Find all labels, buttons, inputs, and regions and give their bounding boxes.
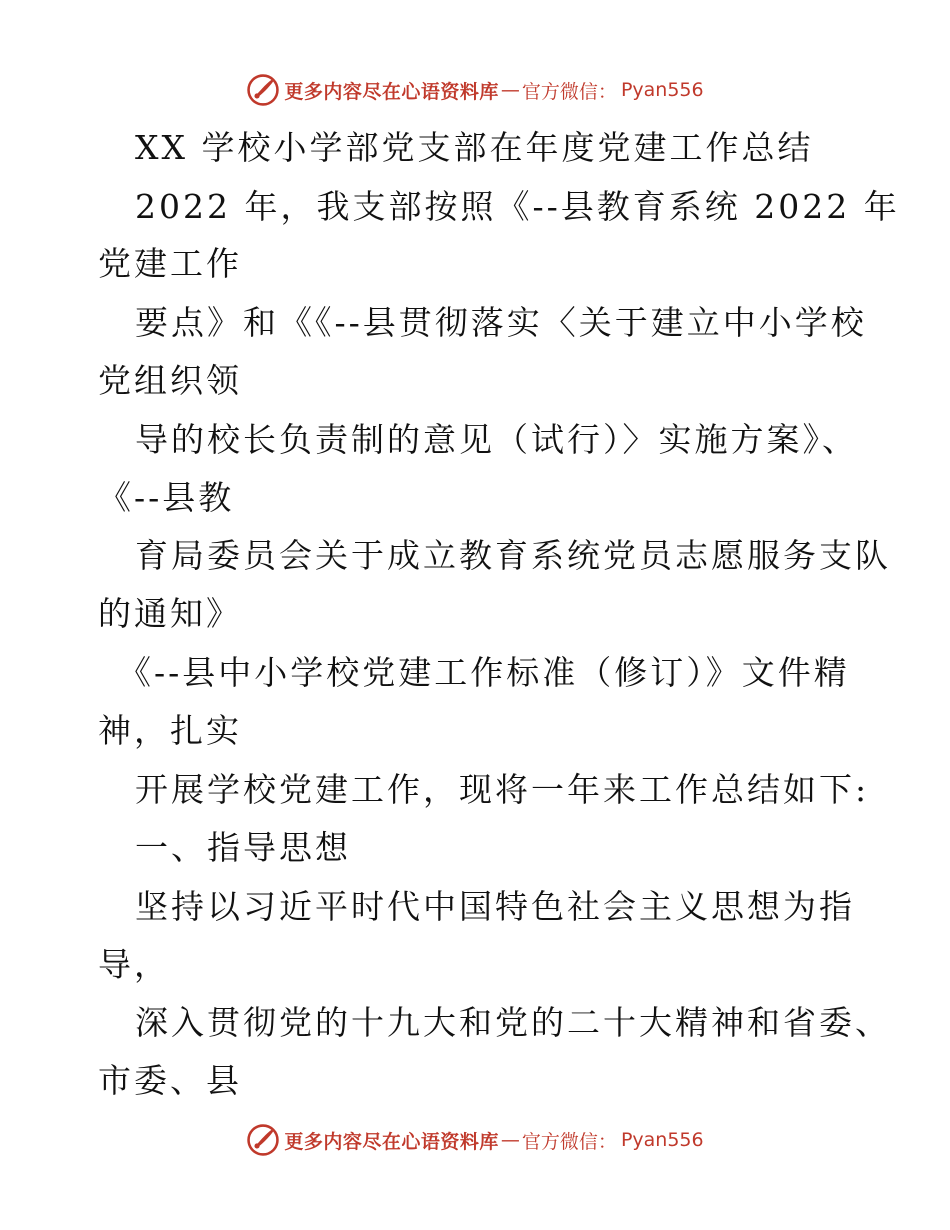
paragraph-line: 党建工作 [98, 244, 242, 283]
paragraph-line: 《--县教 [98, 478, 235, 517]
brush-pen-logo-icon [246, 1123, 280, 1157]
paragraph-line: 的通知》 [98, 594, 242, 633]
banner-wechat-id: Pyan556 [620, 1129, 704, 1151]
footer-banner [0, 1120, 950, 1160]
paragraph-line: 坚持以习近平时代中国特色社会主义思想为指 [135, 887, 855, 926]
paragraph-line: 要点》和《《--县贯彻落实〈关于建立中小学校 [135, 303, 867, 342]
banner-text: 更多内容尽在心语资料库 [284, 1130, 499, 1153]
paragraph-line: 开展学校党建工作，现将一年来工作总结如下: [135, 770, 870, 809]
banner-separator: — [500, 1129, 520, 1151]
paragraph-line: 神，扎实 [98, 711, 242, 750]
paragraph-line: 育局委员会关于成立教育系统党员志愿服务支队 [135, 536, 891, 575]
document-title: XX 学校小学部党支部在年度党建工作总结 [135, 128, 814, 167]
section-heading: 一、指导思想 [135, 828, 351, 867]
paragraph-line: 深入贯彻党的十九大和党的二十大精神和省委、 [135, 1003, 891, 1042]
banner-text: 更多内容尽在心语资料库 [284, 80, 499, 103]
paragraph-line: 党组织领 [98, 361, 242, 400]
paragraph-line: 导的校长负责制的意见（试行）〉实施方案》、 [135, 420, 858, 459]
banner-separator: — [500, 79, 520, 101]
banner-wechat-label: 官方微信： [521, 80, 617, 103]
banner-wechat-label: 官方微信： [521, 1130, 617, 1153]
paragraph-line: 导， [98, 945, 170, 984]
paragraph-line: 市委、县 [98, 1061, 242, 1100]
paragraph-line: 《--县中小学校党建工作标准（修订）》文件精 [118, 653, 850, 692]
banner-wechat-id: Pyan556 [620, 79, 704, 101]
paragraph-line: 2022 年，我支部按照《--县教育系统 2022 年 [135, 187, 900, 226]
